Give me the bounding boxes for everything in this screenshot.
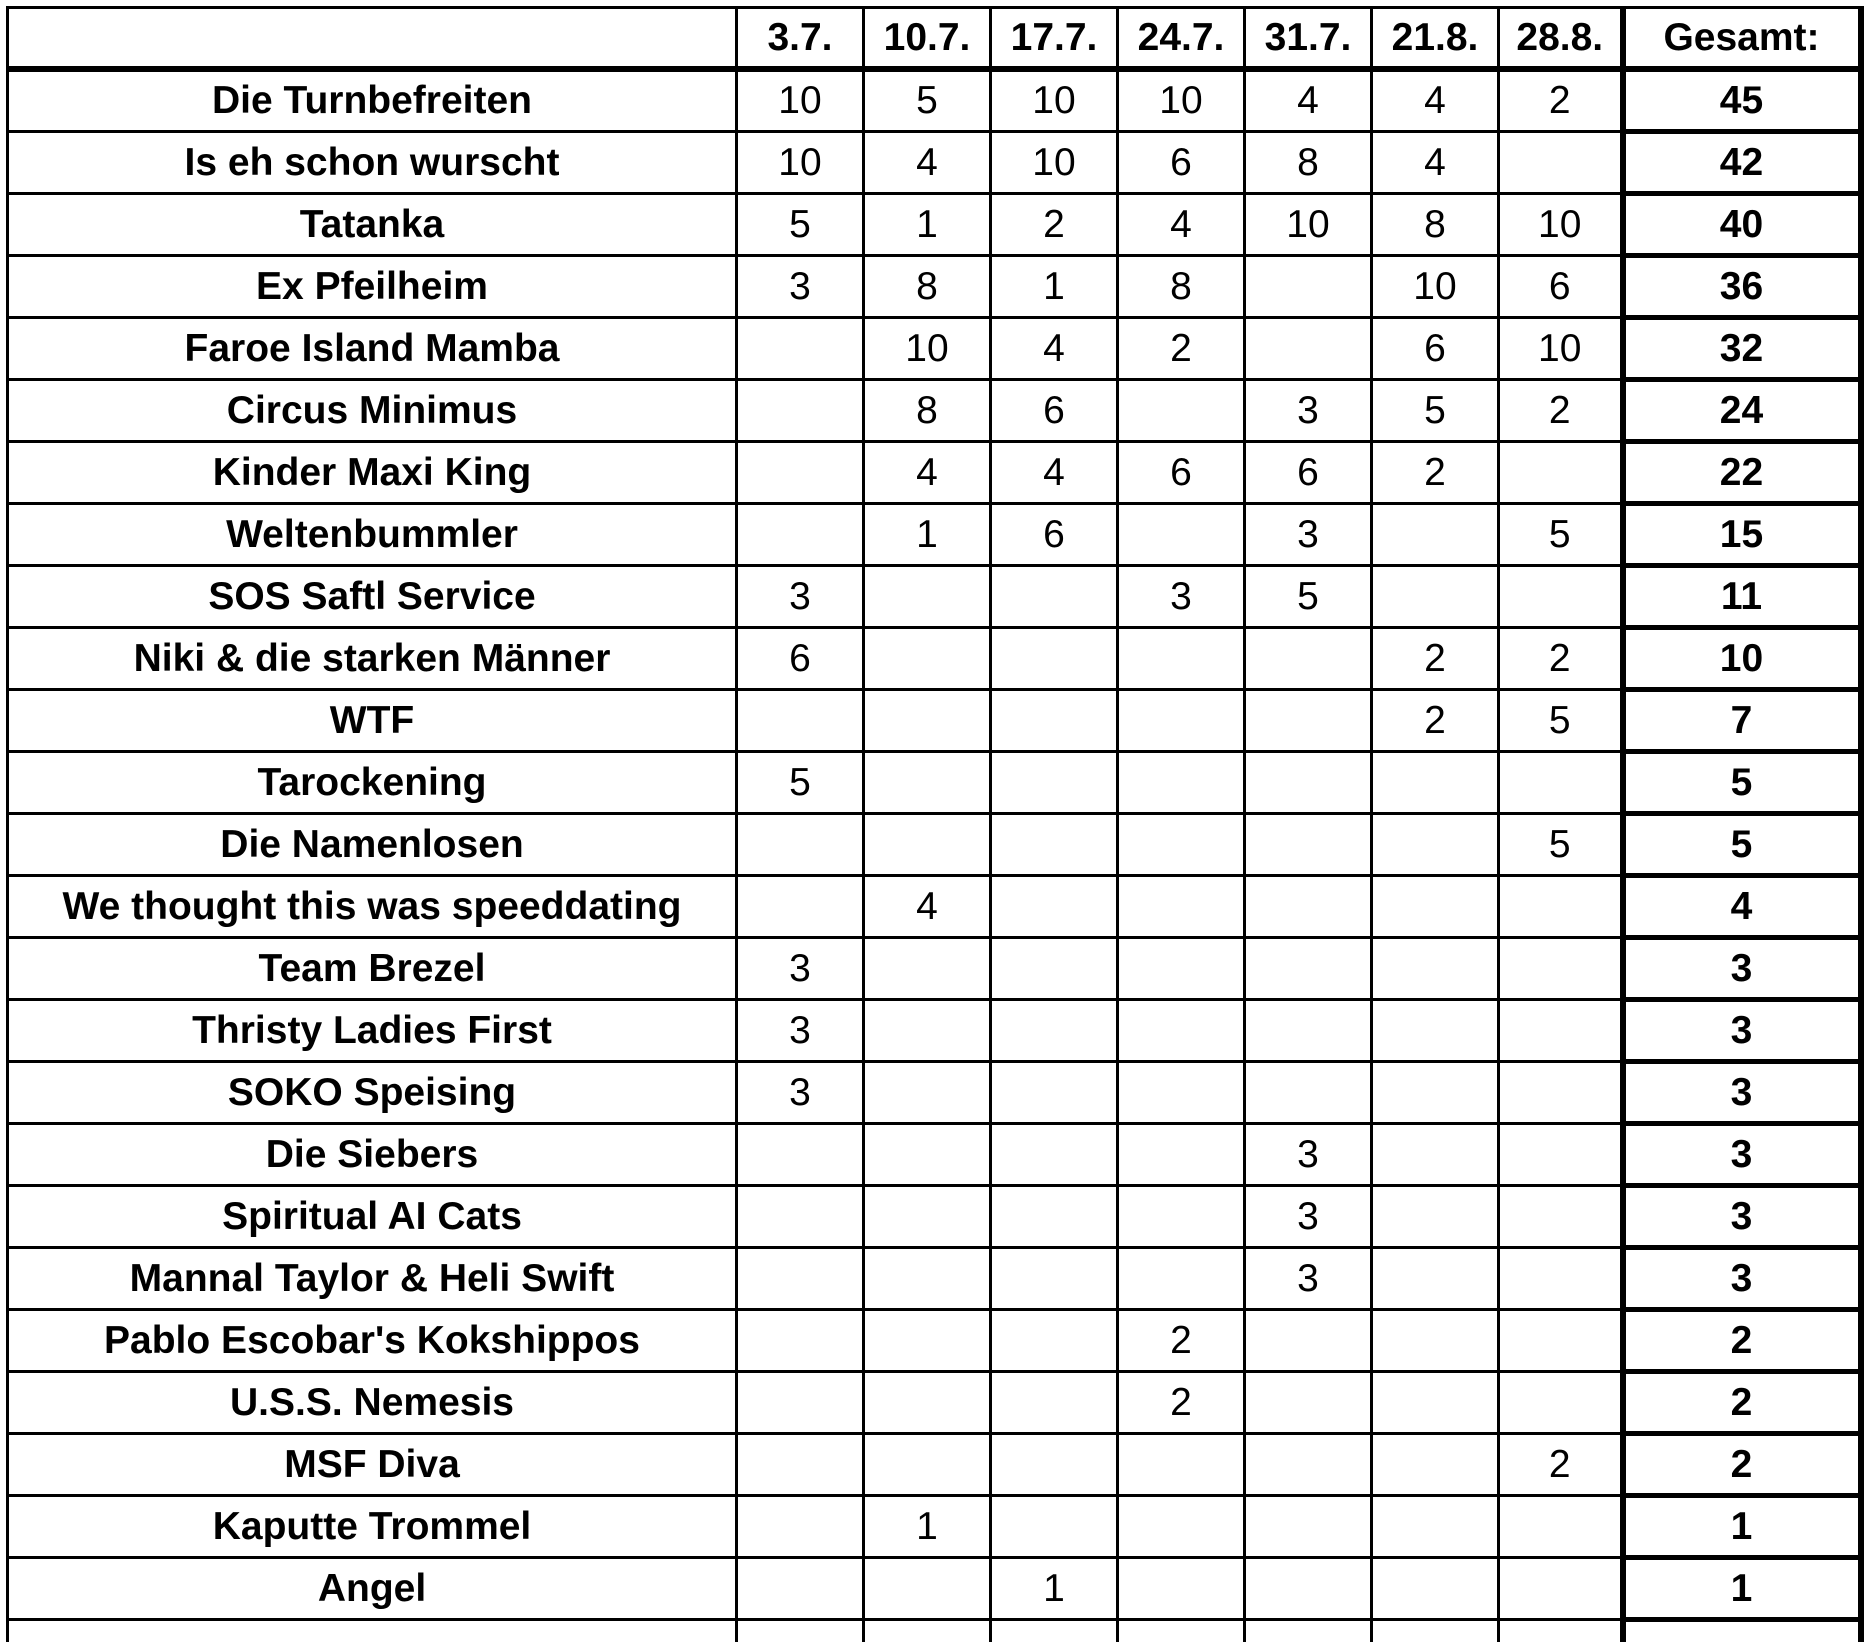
score-cell: [1372, 1062, 1499, 1124]
score-cell: 3: [737, 1062, 864, 1124]
score-cell: 3: [1118, 566, 1245, 628]
table-row: [8, 1558, 1861, 1620]
score-cell: [864, 1186, 991, 1248]
total-cell: 7: [1623, 690, 1861, 752]
score-cell: [1118, 1000, 1245, 1062]
score-cell: [737, 442, 864, 504]
score-cell: 10: [1372, 256, 1499, 318]
table-row: [8, 194, 1861, 256]
score-cell: [1118, 1248, 1245, 1310]
total-cell: 3: [1623, 1124, 1861, 1186]
score-cell: [864, 938, 991, 1000]
header-date: 31.7.: [1245, 8, 1372, 70]
score-cell: 8: [1118, 256, 1245, 318]
score-cell: [991, 628, 1118, 690]
score-cell: 6: [1499, 256, 1623, 318]
score-cell: 3: [737, 1000, 864, 1062]
score-cell: 5: [737, 752, 864, 814]
score-cell: [991, 1000, 1118, 1062]
score-cell: [1499, 132, 1623, 194]
score-cell: 1: [991, 256, 1118, 318]
score-cell: 5: [1499, 690, 1623, 752]
team-name: U.S.S. Nemesis: [8, 1372, 737, 1434]
score-cell: 5: [1499, 504, 1623, 566]
score-cell: 1: [864, 1496, 991, 1558]
table-row: [8, 1248, 1861, 1310]
score-cell: 4: [864, 132, 991, 194]
table-row: [8, 1434, 1861, 1496]
score-cell: [1499, 1310, 1623, 1372]
table-row: [8, 628, 1861, 690]
score-cell: [1245, 318, 1372, 380]
team-name: We thought this was speeddating: [8, 876, 737, 938]
score-cell: [1118, 1186, 1245, 1248]
score-cell: [1372, 752, 1499, 814]
score-cell: 10: [1118, 69, 1245, 132]
table-row: [8, 318, 1861, 380]
score-cell: 4: [1372, 69, 1499, 132]
team-name: Faroe Island Mamba: [8, 318, 737, 380]
table-row: [8, 1372, 1861, 1434]
score-cell: 5: [737, 194, 864, 256]
score-cell: 2: [991, 194, 1118, 256]
score-cell: [1372, 1248, 1499, 1310]
score-cell: [991, 1434, 1118, 1496]
score-cell: [864, 1062, 991, 1124]
total-cell: 3: [1623, 1062, 1861, 1124]
total-cell: 22: [1623, 442, 1861, 504]
score-cell: [1499, 1000, 1623, 1062]
score-cell: [1372, 1372, 1499, 1434]
total-cell: 2: [1623, 1372, 1861, 1434]
score-cell: [1118, 380, 1245, 442]
score-cell: [1118, 876, 1245, 938]
score-cell: [1245, 876, 1372, 938]
score-cell: 1: [864, 194, 991, 256]
table-row: [8, 1186, 1861, 1248]
table-row: [8, 1310, 1861, 1372]
score-cell: 3: [1245, 380, 1372, 442]
header-date: 21.8.: [1372, 8, 1499, 70]
score-cell: [864, 1434, 991, 1496]
table-row: [8, 1496, 1861, 1558]
score-cell: [991, 1496, 1118, 1558]
score-cell: [1499, 752, 1623, 814]
score-cell: 2: [1118, 318, 1245, 380]
score-cell: [1118, 1062, 1245, 1124]
score-cell: [1372, 504, 1499, 566]
score-cell: 4: [864, 442, 991, 504]
table-row: [8, 380, 1861, 442]
score-cell: [1118, 1558, 1245, 1620]
score-cell: [1245, 1434, 1372, 1496]
score-cell: 10: [1499, 318, 1623, 380]
score-cell: [1245, 752, 1372, 814]
total-cell: 11: [1623, 566, 1861, 628]
total-cell: 1: [1623, 1496, 1861, 1558]
score-cell: [991, 566, 1118, 628]
total-cell: 4: [1623, 876, 1861, 938]
team-name: Niki & die starken Männer: [8, 628, 737, 690]
score-cell: 2: [1499, 380, 1623, 442]
score-cell: [737, 504, 864, 566]
score-cell: [864, 566, 991, 628]
table-row: [8, 1062, 1861, 1124]
score-cell: [864, 1000, 991, 1062]
score-cell: [1499, 1558, 1623, 1620]
score-cell: [991, 1124, 1118, 1186]
score-cell: [991, 752, 1118, 814]
score-cell: [737, 1310, 864, 1372]
team-name: SOS Saftl Service: [8, 566, 737, 628]
score-cell: [991, 938, 1118, 1000]
score-cell: [991, 1186, 1118, 1248]
score-cell: [1245, 1000, 1372, 1062]
team-name: Die Namenlosen: [8, 814, 737, 876]
score-cell: [1372, 814, 1499, 876]
header-row: [8, 8, 1861, 70]
score-cell: [1245, 1558, 1372, 1620]
score-cell: 2: [1118, 1372, 1245, 1434]
score-cell: [737, 1558, 864, 1620]
score-cell: 2: [1499, 628, 1623, 690]
score-cell: [1372, 1496, 1499, 1558]
team-name: WTF: [8, 690, 737, 752]
score-cell: 3: [737, 566, 864, 628]
score-cell: [1499, 1248, 1623, 1310]
score-cell: [1118, 628, 1245, 690]
score-cell: 6: [991, 504, 1118, 566]
total-cell: 3: [1623, 938, 1861, 1000]
team-name: Mannal Taylor & Heli Swift: [8, 1248, 737, 1310]
score-cell: 4: [1372, 132, 1499, 194]
score-cell: 6: [991, 380, 1118, 442]
team-name: Tatanka: [8, 194, 737, 256]
score-cell: [737, 690, 864, 752]
score-cell: 4: [864, 876, 991, 938]
score-cell: 10: [991, 69, 1118, 132]
score-cell: [864, 1372, 991, 1434]
score-cell: [1245, 1372, 1372, 1434]
team-name: Team Brezel: [8, 938, 737, 1000]
score-cell: 8: [864, 256, 991, 318]
score-cell: [737, 1186, 864, 1248]
total-cell: 32: [1623, 318, 1861, 380]
score-cell: 4: [1118, 194, 1245, 256]
score-cell: [1245, 1062, 1372, 1124]
score-cell: [737, 1372, 864, 1434]
score-cell: 10: [737, 69, 864, 132]
score-cell: [737, 1124, 864, 1186]
score-cell: [864, 628, 991, 690]
team-name: Ex Pfeilheim: [8, 256, 737, 318]
table-row: [8, 69, 1861, 132]
score-cell: [864, 690, 991, 752]
score-cell: 3: [1245, 504, 1372, 566]
table-row: [8, 504, 1861, 566]
score-cell: [1499, 1062, 1623, 1124]
score-cell: [1245, 1310, 1372, 1372]
team-name: SOKO Speising: [8, 1062, 737, 1124]
table-row: [8, 442, 1861, 504]
score-cell: 2: [1118, 1310, 1245, 1372]
team-name: Tarockening: [8, 752, 737, 814]
scores-table: [6, 6, 1864, 1642]
score-cell: [737, 1248, 864, 1310]
total-cell: 45: [1623, 69, 1861, 132]
header-total: Gesamt:: [1623, 8, 1861, 70]
total-cell: 1: [1623, 1558, 1861, 1620]
table-row: [8, 1000, 1861, 1062]
score-cell: 10: [864, 318, 991, 380]
score-cell: [1372, 1000, 1499, 1062]
total-cell: 2: [1623, 1434, 1861, 1496]
team-name: Pablo Escobar's Kokshippos: [8, 1310, 737, 1372]
score-cell: 2: [1499, 1434, 1623, 1496]
score-cell: 10: [737, 132, 864, 194]
score-cell: [1372, 1186, 1499, 1248]
score-cell: [1245, 938, 1372, 1000]
score-cell: [1499, 876, 1623, 938]
score-cell: 5: [1372, 380, 1499, 442]
total-cell: 5: [1623, 752, 1861, 814]
team-name: Die Siebers: [8, 1124, 737, 1186]
score-cell: 6: [737, 628, 864, 690]
total-cell: 3: [1623, 1186, 1861, 1248]
table-row: [8, 752, 1861, 814]
score-cell: 1: [864, 504, 991, 566]
total-cell: 40: [1623, 194, 1861, 256]
table-row: [8, 1124, 1861, 1186]
score-cell: [991, 1310, 1118, 1372]
team-name: Is eh schon wurscht: [8, 132, 737, 194]
score-cell: [1372, 566, 1499, 628]
score-cell: [1499, 1124, 1623, 1186]
header-date: 3.7.: [737, 8, 864, 70]
table-row: [8, 938, 1861, 1000]
score-cell: 5: [864, 69, 991, 132]
header-date: 24.7.: [1118, 8, 1245, 70]
score-cell: 5: [1245, 566, 1372, 628]
score-cell: [1118, 938, 1245, 1000]
score-cell: [737, 1434, 864, 1496]
score-cell: 10: [991, 132, 1118, 194]
score-cell: [1372, 876, 1499, 938]
team-name: Spiritual AI Cats: [8, 1186, 737, 1248]
score-cell: 2: [1499, 69, 1623, 132]
total-cell: 42: [1623, 132, 1861, 194]
score-cell: [991, 1372, 1118, 1434]
total-cell: 3: [1623, 1248, 1861, 1310]
total-cell: 36: [1623, 256, 1861, 318]
score-cell: [1372, 1124, 1499, 1186]
total-cell: 2: [1623, 1310, 1861, 1372]
score-cell: [864, 1310, 991, 1372]
score-cell: [1245, 690, 1372, 752]
team-name: Kinder Maxi King: [8, 442, 737, 504]
score-cell: 8: [1372, 194, 1499, 256]
header-team: [8, 8, 737, 70]
score-cell: [1499, 1372, 1623, 1434]
total-cell: 5: [1623, 814, 1861, 876]
score-cell: [991, 814, 1118, 876]
header-date: 10.7.: [864, 8, 991, 70]
score-cell: 6: [1245, 442, 1372, 504]
total-cell: 24: [1623, 380, 1861, 442]
table-row: [8, 256, 1861, 318]
team-name: Die Turnbefreiten: [8, 69, 737, 132]
score-cell: [1118, 504, 1245, 566]
team-name: MSF Diva: [8, 1434, 737, 1496]
score-cell: 5: [1499, 814, 1623, 876]
score-cell: [864, 1124, 991, 1186]
score-cell: [991, 690, 1118, 752]
total-cell: 3: [1623, 1000, 1861, 1062]
team-name: Weltenbummler: [8, 504, 737, 566]
team-name: Circus Minimus: [8, 380, 737, 442]
score-cell: [1118, 690, 1245, 752]
score-cell: [991, 876, 1118, 938]
score-cell: [1245, 1496, 1372, 1558]
table-row: [8, 814, 1861, 876]
score-cell: 2: [1372, 628, 1499, 690]
team-name: Kaputte Trommel: [8, 1496, 737, 1558]
score-cell: [737, 1496, 864, 1558]
table-row: [8, 566, 1861, 628]
score-cell: 10: [1245, 194, 1372, 256]
score-cell: [1372, 1310, 1499, 1372]
score-cell: 3: [1245, 1248, 1372, 1310]
team-name: Thristy Ladies First: [8, 1000, 737, 1062]
table-body: [8, 69, 1861, 1642]
table-row: [8, 132, 1861, 194]
score-cell: 2: [1372, 690, 1499, 752]
score-cell: 4: [991, 442, 1118, 504]
total-cell: 15: [1623, 504, 1861, 566]
score-cell: 10: [1499, 194, 1623, 256]
score-cell: [991, 1062, 1118, 1124]
header-date: 28.8.: [1499, 8, 1623, 70]
score-cell: [1245, 814, 1372, 876]
score-cell: [1499, 442, 1623, 504]
score-cell: [864, 752, 991, 814]
score-cell: 6: [1118, 442, 1245, 504]
score-cell: 3: [737, 256, 864, 318]
score-cell: [1118, 752, 1245, 814]
table-row: [8, 690, 1861, 752]
team-name: Angel: [8, 1558, 737, 1620]
score-cell: [991, 1248, 1118, 1310]
score-cell: 4: [991, 318, 1118, 380]
score-cell: [1499, 1186, 1623, 1248]
score-cell: 3: [1245, 1124, 1372, 1186]
score-cell: [864, 1248, 991, 1310]
score-cell: 8: [1245, 132, 1372, 194]
score-cell: [737, 318, 864, 380]
score-cell: 8: [864, 380, 991, 442]
score-cell: [1499, 1496, 1623, 1558]
score-cell: [737, 814, 864, 876]
score-cell: [1245, 628, 1372, 690]
score-cell: 3: [1245, 1186, 1372, 1248]
score-cell: 4: [1245, 69, 1372, 132]
score-cell: [1118, 1496, 1245, 1558]
score-cell: [1372, 1558, 1499, 1620]
score-cell: [737, 876, 864, 938]
score-cell: [737, 380, 864, 442]
score-cell: [1118, 1434, 1245, 1496]
score-cell: 3: [737, 938, 864, 1000]
score-cell: [1245, 256, 1372, 318]
score-cell: [864, 814, 991, 876]
score-cell: [1372, 938, 1499, 1000]
table-row: [8, 876, 1861, 938]
score-cell: [864, 1558, 991, 1620]
score-cell: [1499, 938, 1623, 1000]
score-cell: [1372, 1434, 1499, 1496]
score-cell: [1118, 1124, 1245, 1186]
score-cell: 2: [1372, 442, 1499, 504]
total-cell: 10: [1623, 628, 1861, 690]
score-cell: 1: [991, 1558, 1118, 1620]
score-cell: 6: [1372, 318, 1499, 380]
header-date: 17.7.: [991, 8, 1118, 70]
score-cell: [1118, 814, 1245, 876]
score-cell: [1499, 566, 1623, 628]
score-cell: 6: [1118, 132, 1245, 194]
